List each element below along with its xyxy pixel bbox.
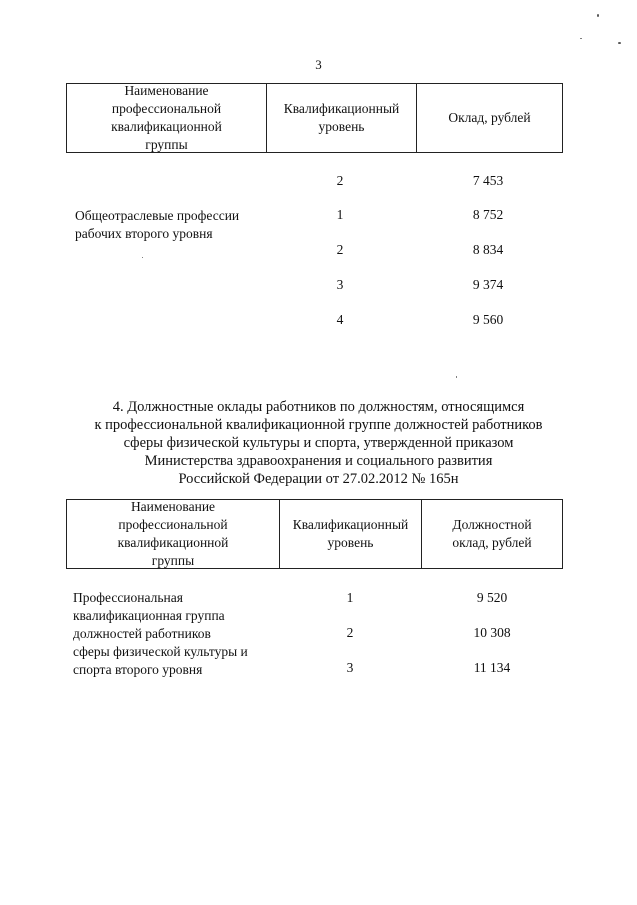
table1-row-4-salary: 9 374 bbox=[472, 277, 504, 292]
section4-heading-line: Российской Федерации от 27.02.2012 № 165н bbox=[178, 471, 459, 487]
section4-heading-line: 4. Должностные оклады работников по должностям, относящимся bbox=[112, 399, 525, 415]
table1-row-2-level: 1 bbox=[336, 207, 344, 222]
page-number: 3 bbox=[315, 57, 322, 72]
table2-header-salary bbox=[421, 499, 563, 569]
table1-row-2-salary: 8 752 bbox=[472, 207, 504, 222]
table1-row-1-salary: 7 453 bbox=[472, 173, 504, 188]
table1-header-salary bbox=[416, 83, 563, 153]
scan-speck bbox=[456, 376, 457, 378]
table2-row-2-level: 2 bbox=[346, 625, 354, 640]
table2-group-line: спорта второго уровня bbox=[73, 662, 203, 677]
table2-header-group bbox=[66, 499, 280, 569]
table2-row-1-salary: 9 520 bbox=[476, 590, 508, 605]
table2-header-salary-text: Должностной оклад, рублей bbox=[452, 517, 532, 550]
table2-header-level-text: Квалификационный уровень bbox=[292, 517, 409, 550]
table2-row-3-salary: 11 134 bbox=[473, 660, 511, 675]
table1-row-5-level: 4 bbox=[336, 312, 344, 327]
table1-row-1-level: 2 bbox=[336, 173, 344, 188]
table1-header-level-text: Квалификационный уровень bbox=[283, 101, 400, 134]
table2-group-line: сферы физической культуры и bbox=[73, 644, 248, 659]
section4-heading bbox=[40, 398, 597, 488]
scan-speck bbox=[580, 38, 582, 39]
table2-row-3-level: 3 bbox=[346, 660, 354, 675]
scan-speck bbox=[597, 14, 599, 17]
table2-group-line: квалификационная группа bbox=[73, 608, 225, 623]
table1-row-4-level: 3 bbox=[336, 277, 344, 292]
table2-header-level bbox=[279, 499, 422, 569]
table1-row-3-level: 2 bbox=[336, 242, 344, 257]
scan-speck bbox=[618, 42, 621, 44]
table1-header-group-text: Наименование профессиональной квалификационной группы bbox=[111, 83, 222, 152]
table1-group-name: Общеотраслевые профессии рабочих второго уровня bbox=[75, 208, 240, 241]
table2-group-line: Профессиональная bbox=[73, 590, 183, 605]
table1-row-5-salary: 9 560 bbox=[472, 312, 504, 327]
table1-header-salary-text: Оклад, рублей bbox=[448, 110, 531, 125]
section4-heading-line: Министерства здравоохранения и социального развития bbox=[144, 453, 493, 469]
table1-header-level bbox=[266, 83, 417, 153]
table1-row-3-salary: 8 834 bbox=[472, 242, 504, 257]
table2-row-1-level: 1 bbox=[346, 590, 354, 605]
section4-heading-line: к профессиональной квалификационной группе должностей работников bbox=[94, 417, 543, 433]
table1-header-group bbox=[66, 83, 267, 153]
table2-row-2-salary: 10 308 bbox=[473, 625, 511, 640]
table2-header-group-text: Наименование профессиональной квалификационной группы bbox=[117, 499, 229, 568]
section4-heading-line: сферы физической культуры и спорта, утвержденной приказом bbox=[123, 435, 514, 451]
table2-group-name bbox=[73, 589, 288, 679]
table2-group-line: должностей работников bbox=[73, 626, 211, 641]
scan-speck bbox=[142, 257, 143, 258]
